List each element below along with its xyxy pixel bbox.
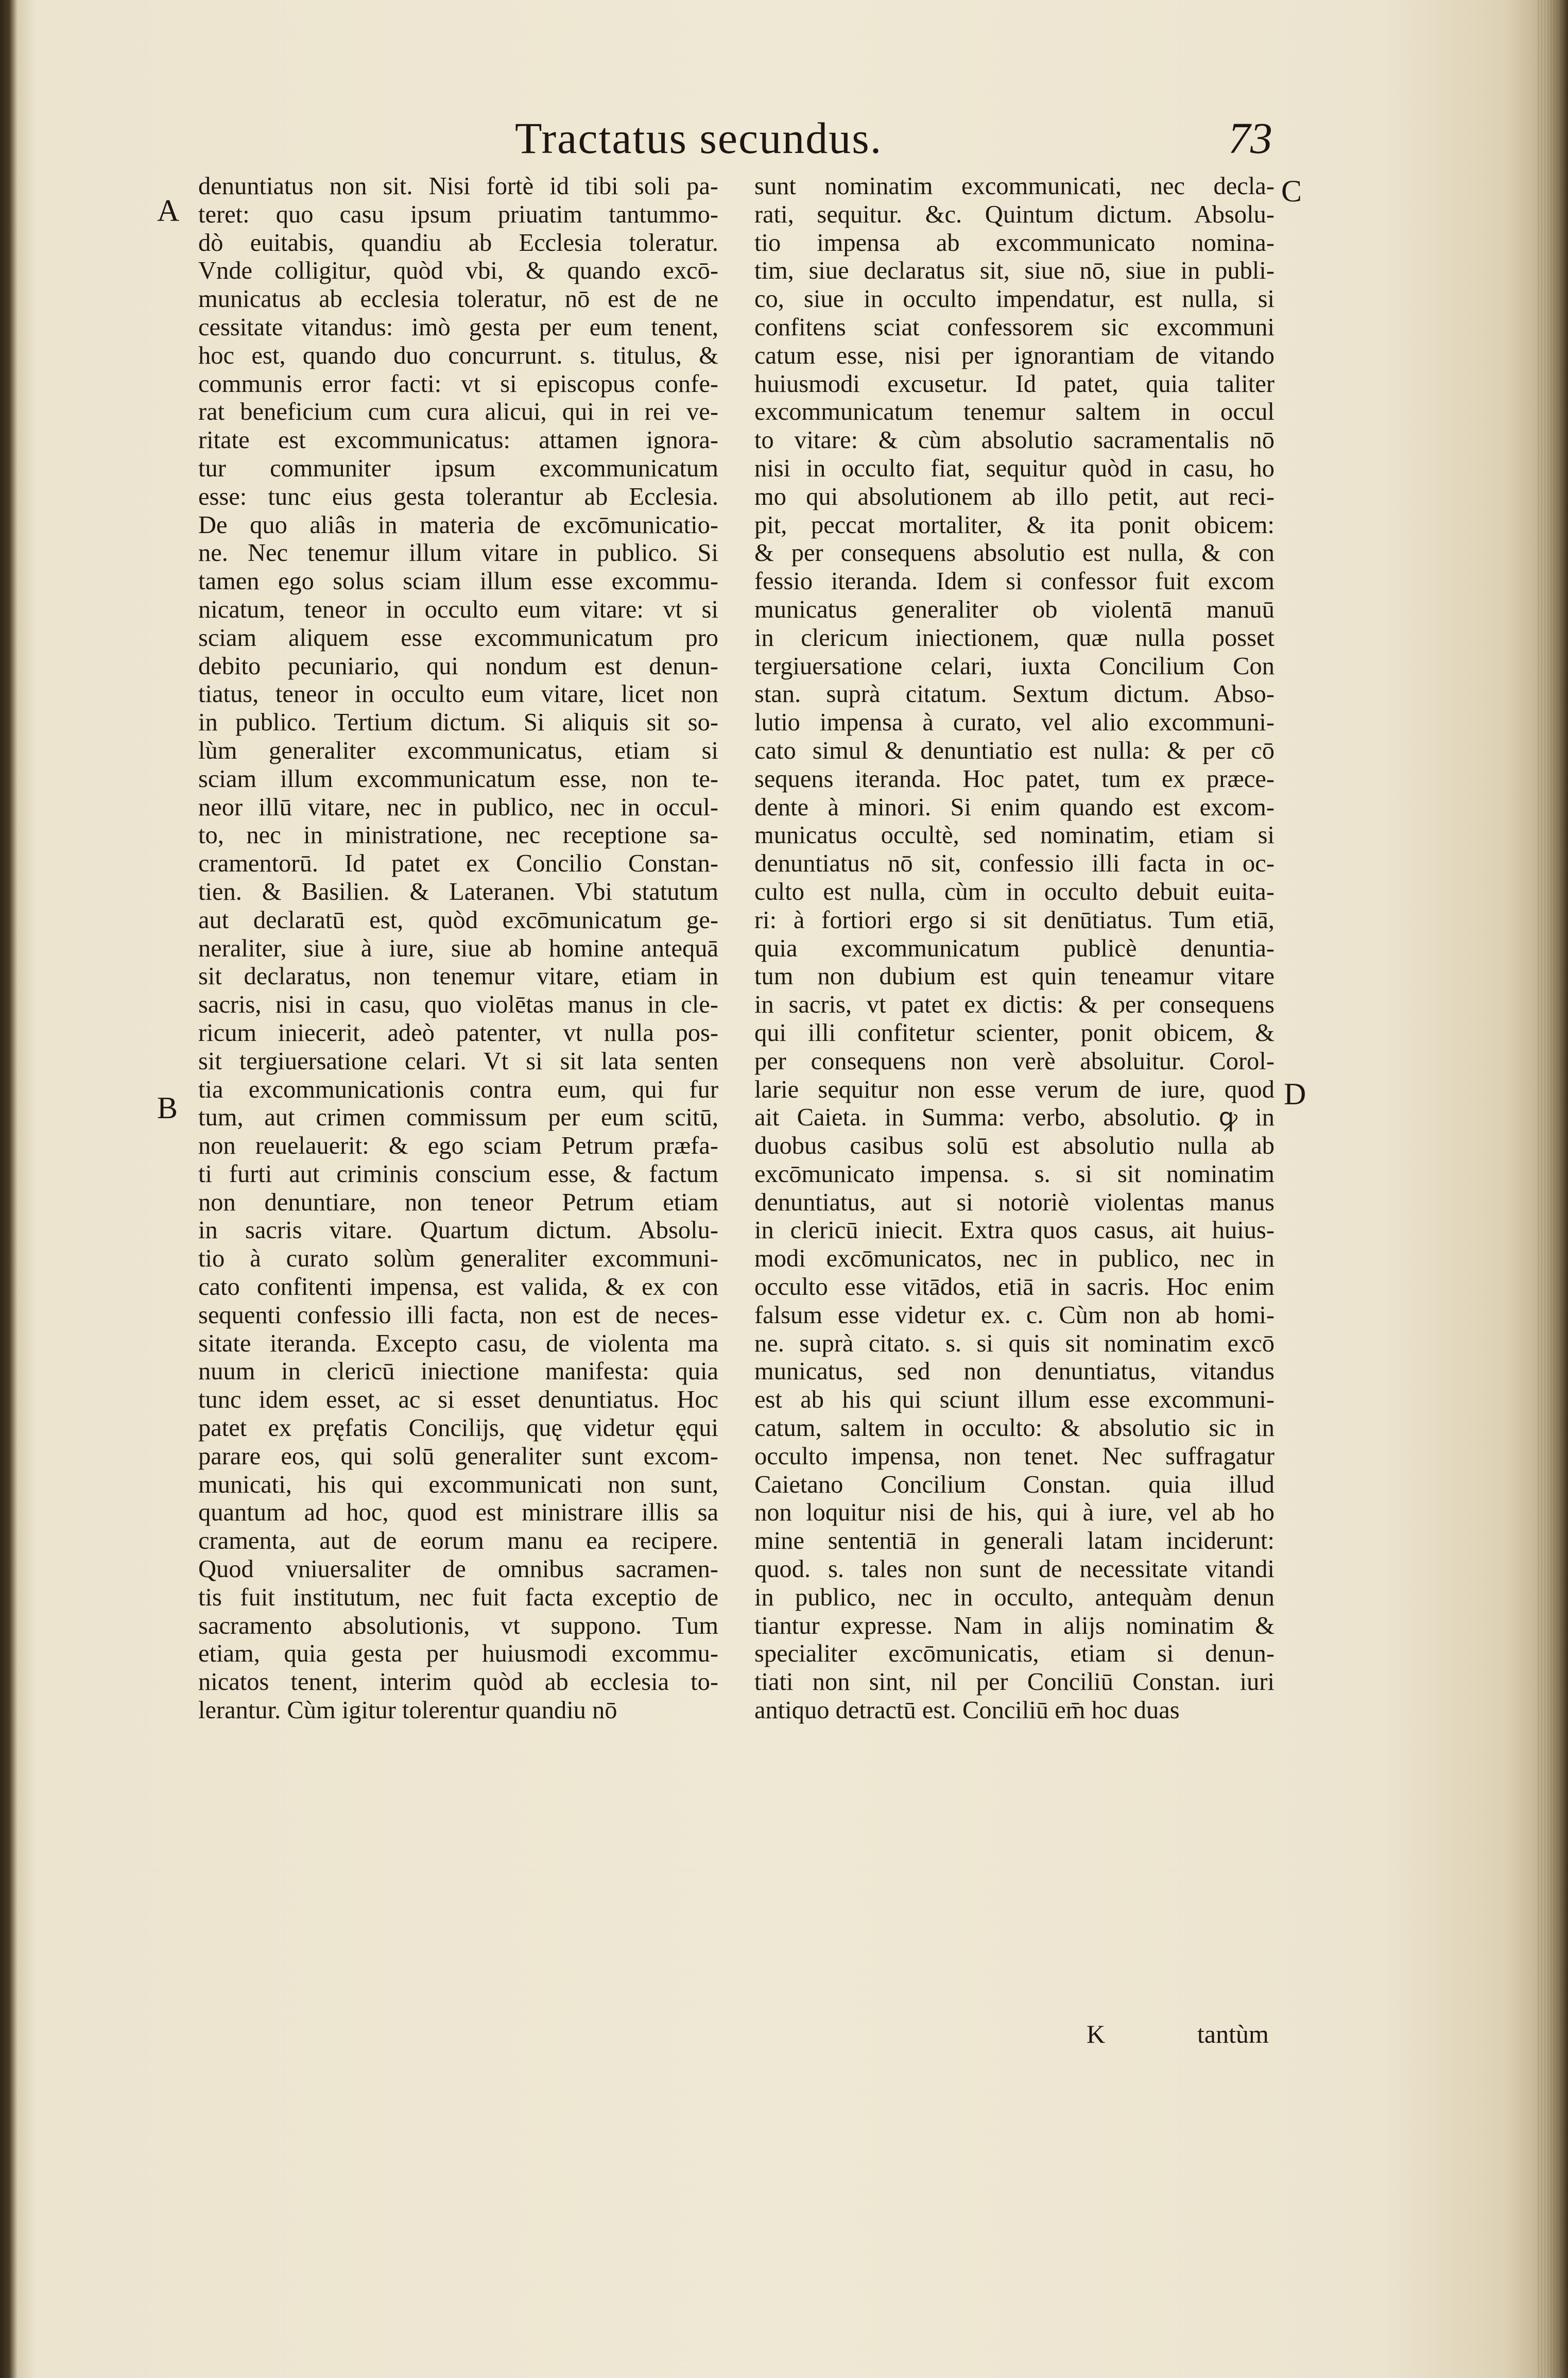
text-line: sequens iteranda. Hoc patet, tum ex præce- bbox=[754, 765, 1274, 793]
text-line: rati, sequitur. &c. Quintum dictum. Absolu- bbox=[754, 200, 1274, 228]
text-line: sit declaratus, non tenemur vitare, etiam in bbox=[198, 963, 718, 990]
text-line: specialiter excōmunicatis, etiam si denun- bbox=[754, 1640, 1274, 1668]
text-line: neor illū vitare, nec in publico, nec in occul- bbox=[198, 793, 718, 821]
text-line: ricum iniecerit, adeò patenter, vt nulla pos- bbox=[198, 1019, 718, 1047]
text-line: occulto impensa, non tenet. Nec suffragatur bbox=[754, 1442, 1274, 1470]
text-line: municatus, sed non denuntiatus, vitandus bbox=[754, 1358, 1274, 1385]
text-line: nicatum, teneor in occulto eum vitare: vt si bbox=[198, 595, 718, 623]
margin-marker-d: D bbox=[1284, 1077, 1306, 1111]
text-line: teret: quo casu ipsum priuatim tantummo- bbox=[198, 200, 718, 228]
margin-marker-c: C bbox=[1281, 174, 1302, 208]
text-line: sitate iteranda. Excepto casu, de violenta ma bbox=[198, 1329, 718, 1357]
text-line: tiatus, teneor in occulto eum vitare, licet non bbox=[198, 680, 718, 708]
text-line: municatus generaliter ob violentā manuū bbox=[754, 595, 1274, 623]
text-line: tum, aut crimen commissum per eum scitū, bbox=[198, 1104, 718, 1132]
text-line: tum non dubium est quin teneamur vitare bbox=[754, 963, 1274, 990]
text-line: ne. Nec tenemur illum vitare in publico. Si bbox=[198, 539, 718, 567]
text-line: quod. s. tales non sunt de necessitate vitandi bbox=[754, 1555, 1274, 1583]
text-line: antiquo detractū est. Conciliū em̄ hoc duas bbox=[754, 1697, 1180, 1724]
text-line: nuum in clericū iniectione manifesta: quia bbox=[198, 1358, 718, 1385]
text-line: municatus ab ecclesia toleratur, nō est de ne bbox=[198, 285, 718, 313]
text-line: falsum esse videtur ex. c. Cùm non ab homi- bbox=[754, 1301, 1274, 1329]
text-line: sacris, nisi in casu, quo violētas manus in cle- bbox=[198, 991, 718, 1019]
text-line: est ab his qui sciunt illum esse excommuni- bbox=[754, 1386, 1274, 1414]
text-line: to, nec in ministratione, nec receptione sa- bbox=[198, 822, 718, 849]
text-line: in clericum iniectionem, quæ nulla posset bbox=[754, 624, 1274, 652]
text-line: huiusmodi excusetur. Id patet, quia taliter bbox=[754, 370, 1274, 398]
text-line: culto est nulla, cùm in occulto debuit euita- bbox=[754, 878, 1274, 905]
text-line: lutio impensa à curato, vel alio excommuni- bbox=[754, 709, 1274, 737]
text-line: cramenta, aut de eorum manu ea recipere. bbox=[198, 1527, 718, 1555]
text-line: sacramento absolutionis, vt suppono. Tum bbox=[198, 1612, 718, 1639]
text-line: nicatos tenent, interim quòd ab ecclesia to- bbox=[198, 1668, 718, 1696]
margin-marker-a: A bbox=[157, 194, 180, 228]
text-line: nisi in occulto fiat, sequitur quòd in casu, ho bbox=[754, 454, 1274, 482]
text-line: tur communiter ipsum excommunicatum bbox=[198, 454, 718, 482]
text-line: in publico, nec in occulto, antequàm denun bbox=[754, 1583, 1274, 1611]
text-line: sciam illum excommunicatum esse, non te- bbox=[198, 765, 718, 793]
text-line: tim, siue declaratus sit, siue nō, siue in publi- bbox=[754, 257, 1274, 285]
text-line: municati, his qui excommunicati non sunt, bbox=[198, 1470, 718, 1498]
text-line: sunt nominatim excommunicati, nec decla- bbox=[754, 173, 1274, 200]
text-line: ri: à fortiori ergo si sit denūtiatus. Tum etiā, bbox=[754, 906, 1274, 934]
text-line: esse: tunc eius gesta tolerantur ab Ecclesia. bbox=[198, 483, 718, 510]
text-line: & per consequens absolutio est nulla, & con bbox=[754, 539, 1274, 567]
text-line: duobus casibus solū est absolutio nulla ab bbox=[754, 1132, 1274, 1160]
text-line: to vitare: & cùm absolutio sacramentalis nō bbox=[754, 426, 1274, 454]
text-line: tergiuersatione celari, iuxta Concilium Con bbox=[754, 652, 1274, 680]
text-line: co, siue in occulto impendatur, est nulla, si bbox=[754, 285, 1274, 313]
text-line: tien. & Basilien. & Lateranen. Vbi statutum bbox=[198, 878, 718, 905]
text-line: tiantur expresse. Nam in alijs nominatim & bbox=[754, 1612, 1274, 1639]
text-line: hoc est, quando duo concurrunt. s. titulus, & bbox=[198, 341, 718, 369]
text-line: per consequens non verè absoluitur. Corol- bbox=[754, 1047, 1274, 1075]
text-line: tamen ego solus sciam illum esse excommu- bbox=[198, 568, 718, 595]
text-line: ait Caieta. in Summa: verbo, absolutio. ꝙ in bbox=[754, 1104, 1274, 1132]
text-line: De quo aliâs in materia de excōmunicatio- bbox=[198, 511, 718, 539]
text-line: tio à curato solùm generaliter excommuni- bbox=[198, 1245, 718, 1273]
text-line: debito pecuniario, qui nondum est denun- bbox=[198, 652, 718, 680]
text-line: communis error facti: vt si episcopus confe- bbox=[198, 370, 718, 398]
text-line: tiati non sint, nil per Conciliū Constan. iuri bbox=[754, 1668, 1274, 1696]
text-line: confitens sciat confessorem sic excommuni bbox=[754, 313, 1274, 341]
right-text-column bbox=[754, 173, 1274, 1725]
text-line: cato confitenti impensa, est valida, & ex con bbox=[198, 1273, 718, 1301]
folio-number: 73 bbox=[1228, 113, 1272, 163]
text-line: tis fuit institutum, nec fuit facta exceptio de bbox=[198, 1583, 718, 1611]
text-line: denuntiatus, aut si notoriè violentas manus bbox=[754, 1188, 1274, 1216]
running-title: Tractatus secundus. bbox=[515, 113, 883, 163]
text-line: parare eos, qui solū generaliter sunt excom- bbox=[198, 1442, 718, 1470]
text-line: dò euitabis, quandiu ab Ecclesia toleratur. bbox=[198, 229, 718, 256]
text-line: etiam, quia gesta per huiusmodi excommu- bbox=[198, 1640, 718, 1668]
text-line: rat beneficium cum cura alicui, qui in rei ve- bbox=[198, 398, 718, 426]
text-line: modi excōmunicatos, nec in publico, nec in bbox=[754, 1245, 1274, 1273]
signature-mark: K bbox=[1087, 2020, 1106, 2048]
text-line: qui illi confitetur scienter, ponit obicem, & bbox=[754, 1019, 1274, 1047]
text-line: denuntiatus nō sit, confessio illi facta in oc- bbox=[754, 850, 1274, 878]
text-line: non loquitur nisi de his, qui à iure, vel ab ho bbox=[754, 1499, 1274, 1527]
text-line: non denuntiare, non teneor Petrum etiam bbox=[198, 1188, 718, 1216]
text-line: non reuelauerit: & ego sciam Petrum præfa- bbox=[198, 1132, 718, 1160]
text-line: mo qui absolutionem ab illo petit, aut reci- bbox=[754, 483, 1274, 510]
catchword: tantùm bbox=[1197, 2020, 1269, 2048]
text-line: ne. suprà citato. s. si quis sit nominatim excō bbox=[754, 1329, 1274, 1357]
text-line: lùm generaliter excommunicatus, etiam si bbox=[198, 737, 718, 764]
text-line: pit, peccat mortaliter, & ita ponit obicem: bbox=[754, 511, 1274, 539]
text-line: catum, saltem in occulto: & absolutio sic in bbox=[754, 1414, 1274, 1442]
text-line: quia excommunicatum publicè denuntia- bbox=[754, 934, 1274, 962]
text-line: lerantur. Cùm igitur tolerentur quandiu nō bbox=[198, 1697, 617, 1724]
text-line: catum esse, nisi per ignorantiam de vitando bbox=[754, 341, 1274, 369]
page-fore-edge bbox=[1537, 0, 1568, 2378]
text-line: in clericū iniecit. Extra quos casus, ait huius- bbox=[754, 1217, 1274, 1244]
text-line: patet ex pręfatis Concilijs, quę videtur ęqui bbox=[198, 1414, 718, 1442]
text-line: cessitate vitandus: imò gesta per eum tenent, bbox=[198, 313, 718, 341]
text-line: cramentorū. Id patet ex Concilio Constan- bbox=[198, 850, 718, 878]
text-line: mine sententiā in generali latam inciderunt: bbox=[754, 1527, 1274, 1555]
text-line: Caietano Concilium Constan. quia illud bbox=[754, 1470, 1274, 1498]
text-line: sequenti confessio illi facta, non est de neces- bbox=[198, 1301, 718, 1329]
text-line: sit tergiuersatione celari. Vt si sit lata senten bbox=[198, 1047, 718, 1075]
text-line: dente à minori. Si enim quando est excom- bbox=[754, 793, 1274, 821]
text-line: denuntiatus non sit. Nisi fortè id tibi soli pa- bbox=[198, 173, 718, 200]
text-line: neraliter, siue à iure, siue ab homine antequā bbox=[198, 934, 718, 962]
text-line: quantum ad hoc, quod est ministrare illis sa bbox=[198, 1499, 718, 1527]
text-line: municatus occultè, sed nominatim, etiam si bbox=[754, 822, 1274, 849]
text-line: in sacris vitare. Quartum dictum. Absolu- bbox=[198, 1217, 718, 1244]
text-line: excommunicatum tenemur saltem in occul bbox=[754, 398, 1274, 426]
text-line: in sacris, vt patet ex dictis: & per consequens bbox=[754, 991, 1274, 1019]
left-text-column bbox=[198, 173, 718, 1725]
text-line: in publico. Tertium dictum. Si aliquis sit so- bbox=[198, 709, 718, 737]
text-line: occulto esse vitādos, etiā in sacris. Hoc enim bbox=[754, 1273, 1274, 1301]
margin-marker-b: B bbox=[157, 1091, 178, 1125]
text-line: excōmunicato impensa. s. si sit nominatim bbox=[754, 1160, 1274, 1188]
text-line: tio impensa ab excommunicato nomina- bbox=[754, 229, 1274, 256]
text-line: aut declaratū est, quòd excōmunicatum ge- bbox=[198, 906, 718, 934]
text-line: Quod vniuersaliter de omnibus sacramen- bbox=[198, 1555, 718, 1583]
text-line: larie sequitur non esse verum de iure, quod bbox=[754, 1075, 1274, 1103]
text-line: fessio iteranda. Idem si confessor fuit excom bbox=[754, 568, 1274, 595]
text-line: cato simul & denuntiatio est nulla: & per cō bbox=[754, 737, 1274, 764]
text-line: ti furti aut criminis conscium esse, & factum bbox=[198, 1160, 718, 1188]
text-line: tunc idem esset, ac si esset denuntiatus. Hoc bbox=[198, 1386, 718, 1414]
text-line: ritate est excommunicatus: attamen ignora- bbox=[198, 426, 718, 454]
text-line: Vnde colligitur, quòd vbi, & quando excō- bbox=[198, 257, 718, 285]
text-line: sciam aliquem esse excommunicatum pro bbox=[198, 624, 718, 652]
text-line: stan. suprà citatum. Sextum dictum. Abso- bbox=[754, 680, 1274, 708]
text-line: tia excommunicationis contra eum, qui fur bbox=[198, 1075, 718, 1103]
